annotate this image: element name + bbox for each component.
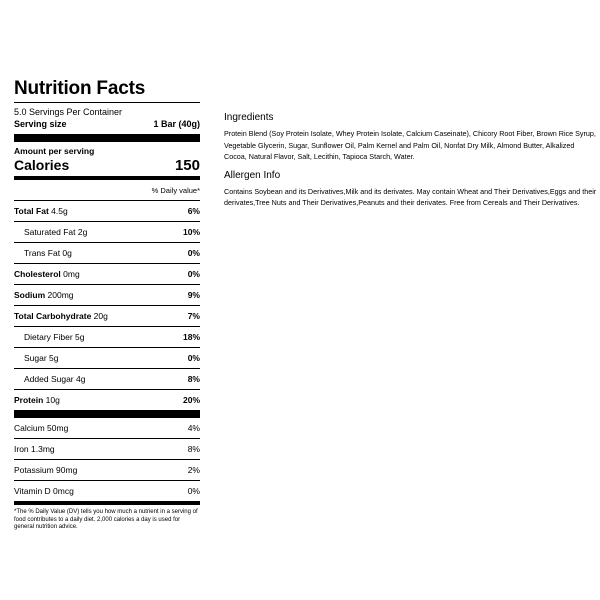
divider-thick [14,134,200,142]
nutrient-amount: Dietary Fiber 5g [24,332,85,342]
daily-value-footnote: *The % Daily Value (DV) tells you how much a nutrient in a serving of food contributes to a daily diet. 2,000 calories a day is used for general nutrition advice. [14,509,198,530]
nutrient-amount: 20g [93,311,108,321]
divider-thick [14,410,200,418]
nutrition-facts-panel [14,79,200,532]
vitamin-row-vitamin-d [14,480,200,501]
nutrient-name: Protein [14,395,44,405]
nutrient-row-trans-fat [14,242,200,263]
vitamin-name: Calcium 50mg [14,423,69,433]
nutrient-row-added-sugar [14,368,200,389]
nutrient-amount: Sugar 5g [24,353,59,363]
vitamin-percent: 0% [187,486,200,496]
allergen-text: Contains Soybean and its Derivatives,Milk and its derivates. May contain Wheat and Their Derivatives,Eggs and their derivates,Tree Nuts and Their Derivatives,Peanuts and their derivates. Free from Cereals and Their Derivatives. [224,186,597,207]
ingredients-text: Protein Blend (Soy Protein Isolate, Whey Protein Isolate, Calcium Caseinate), Chicory Root Fiber, Brown Rice Syrup, Vegetable Glycerin, Sugar, Sunflower Oil, Palm Kernel and Palm Oil, Nonfat Dry Milk, Almond Butter, Alkalized Cocoa, Natural Flavor, Salt, Lecithin, Tapioca Starch, Water. [224,129,596,161]
calories-row [14,157,200,176]
nutrient-row-total-fat [14,200,200,221]
nutrient-amount: Added Sugar 4g [24,374,86,384]
nutrient-percent: 10% [182,227,200,237]
nutrient-row-saturated-fat [14,221,200,242]
nutrient-row-cholesterol [14,263,200,284]
nutrient-row-sodium [14,284,200,305]
nutrient-percent: 0% [187,353,200,363]
vitamin-percent: 8% [187,444,200,454]
nutrient-percent: 0% [187,248,200,258]
nutrient-name: Sodium [14,290,46,300]
nutrient-row-total-carbohydrate [14,305,200,326]
nutrient-percent: 7% [187,311,200,321]
nutrient-amount: 0mg [63,269,80,279]
vitamin-name: Iron 1.3mg [14,444,55,454]
calories-label: Calories [14,157,70,173]
serving-size-row [14,118,200,134]
vitamin-row-calcium [14,418,200,438]
nutrient-amount: 4.5g [51,206,68,216]
divider [14,102,200,103]
daily-value-header: % Daily value* [151,186,200,195]
serving-size-value: 1 Bar (40g) [153,119,200,129]
allergen-title: Allergen Info [224,169,281,181]
vitamin-name: Potassium 90mg [14,465,78,475]
vitamin-percent: 2% [187,465,200,475]
ingredients-title: Ingredients [224,112,274,123]
nutrient-name: Total Carbohydrate [14,311,92,321]
product-info-panel [224,111,598,215]
nutrient-row-dietary-fiber [14,326,200,347]
divider-medium [14,501,200,505]
nutrient-percent: 20% [182,395,200,405]
nutrition-facts-title: Nutrition Facts [14,78,146,99]
calories-value: 150 [174,157,200,174]
nutrient-percent: 9% [187,290,200,300]
nutrient-percent: 18% [182,332,200,342]
nutrient-percent: 0% [187,269,200,279]
serving-size-label: Serving size [14,119,67,129]
vitamin-row-potassium [14,459,200,480]
servings-per-container: 5.0 Servings Per Container [14,107,123,117]
vitamin-percent: 4% [187,423,200,433]
nutrient-amount: Trans Fat 0g [24,248,72,258]
vitamin-name: Vitamin D 0mcg [14,486,74,496]
nutrient-amount: Saturated Fat 2g [24,227,88,237]
nutrient-row-protein [14,389,200,410]
nutrient-percent: 8% [187,374,200,384]
nutrient-name: Cholesterol [14,269,61,279]
vitamin-row-iron [14,438,200,459]
nutrient-name: Total Fat [14,206,49,216]
nutrient-row-sugar [14,347,200,368]
nutrient-amount: 10g [45,395,60,405]
nutrient-percent: 6% [187,206,200,216]
nutrient-amount: 200mg [47,290,74,300]
amount-per-serving: Amount per serving [14,146,95,156]
